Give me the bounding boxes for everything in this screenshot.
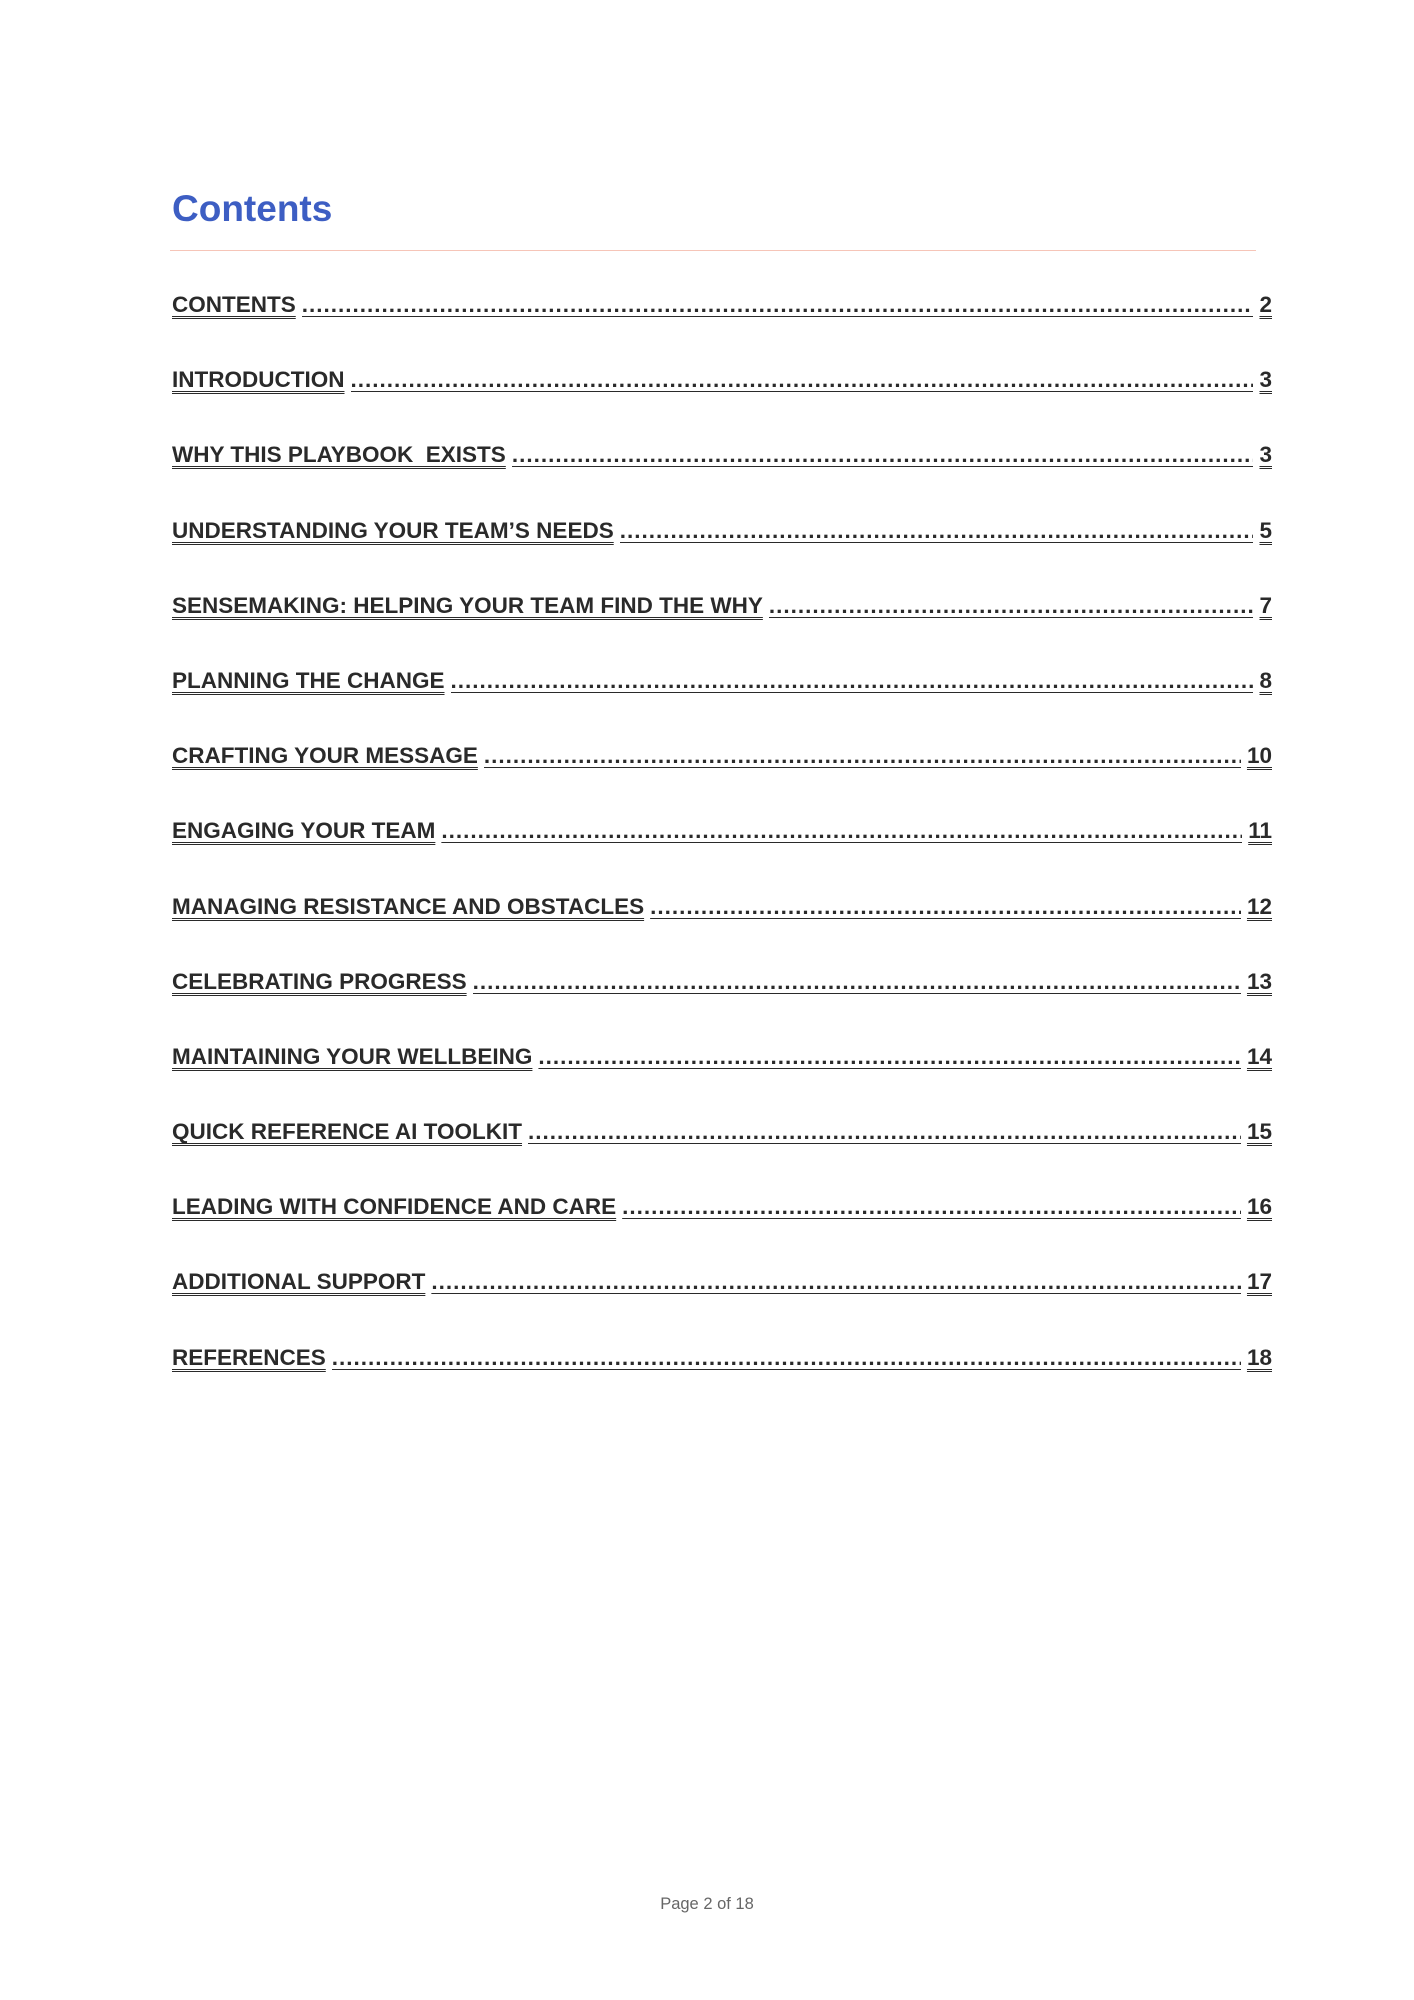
toc-dot-leader bbox=[622, 1194, 1241, 1220]
toc-entry-title: INTRODUCTION bbox=[172, 367, 345, 393]
page-footer: Page 2 of 18 bbox=[660, 1895, 754, 1913]
toc-entry-managing-resistance[interactable] bbox=[172, 894, 1272, 969]
toc-entry-leading-with-confidence[interactable] bbox=[172, 1194, 1272, 1269]
toc-entry-engaging-your-team[interactable] bbox=[172, 818, 1272, 893]
toc-entry-maintaining-your-wellbeing[interactable] bbox=[172, 1044, 1272, 1119]
heading-divider bbox=[170, 250, 1256, 251]
toc-entry-why-this-playbook-exists[interactable] bbox=[172, 442, 1272, 517]
toc-dot-leader bbox=[620, 518, 1254, 544]
toc-dot-leader bbox=[528, 1119, 1241, 1145]
toc-page-number: 16 bbox=[1246, 1194, 1272, 1220]
toc-entry-title: ADDITIONAL SUPPORT bbox=[172, 1269, 426, 1295]
toc-dot-leader bbox=[473, 969, 1241, 995]
toc-entry-additional-support[interactable] bbox=[172, 1269, 1272, 1344]
toc-page-number: 18 bbox=[1246, 1344, 1272, 1370]
toc-dot-leader bbox=[538, 1044, 1241, 1070]
toc-dot-leader bbox=[769, 593, 1254, 619]
toc-page-number: 3 bbox=[1259, 367, 1272, 393]
page-title: Contents bbox=[172, 188, 333, 229]
toc-entry-title: MAINTAINING YOUR WELLBEING bbox=[172, 1043, 533, 1069]
toc-entry-crafting-your-message[interactable] bbox=[172, 743, 1272, 818]
toc-entry-title: ENGAGING YOUR TEAM bbox=[172, 818, 436, 844]
toc-dot-leader bbox=[431, 1269, 1241, 1295]
toc-page-number: 3 bbox=[1259, 442, 1272, 468]
toc-entry-references[interactable] bbox=[172, 1345, 1272, 1420]
toc-page-number: 14 bbox=[1246, 1043, 1272, 1069]
toc-page-number: 2 bbox=[1259, 292, 1272, 317]
toc-entry-title: QUICK REFERENCE AI TOOLKIT bbox=[172, 1119, 523, 1145]
toc-entry-title: PLANNING THE CHANGE bbox=[172, 667, 445, 693]
toc-dot-leader bbox=[302, 292, 1254, 318]
toc-entry-title: CRAFTING YOUR MESSAGE bbox=[172, 743, 478, 769]
toc-page-number: 15 bbox=[1246, 1119, 1272, 1145]
toc-dot-leader bbox=[451, 668, 1254, 694]
toc-entry-title: LEADING WITH CONFIDENCE AND CARE bbox=[172, 1194, 617, 1220]
toc-entry-title: CELEBRATING PROGRESS bbox=[172, 968, 467, 994]
toc-entry-understanding-your-teams-needs[interactable] bbox=[172, 518, 1272, 593]
toc-page-number: 8 bbox=[1259, 667, 1272, 693]
toc-entry-contents[interactable] bbox=[172, 292, 1272, 367]
toc-page-number: 13 bbox=[1246, 968, 1272, 994]
toc-dot-leader bbox=[512, 442, 1254, 468]
toc-entry-title: MANAGING RESISTANCE AND OBSTACLES bbox=[172, 893, 645, 919]
toc-page-number: 11 bbox=[1248, 818, 1272, 844]
toc-dot-leader bbox=[441, 818, 1242, 844]
toc-page-number: 17 bbox=[1246, 1269, 1272, 1295]
toc-dot-leader bbox=[650, 894, 1241, 920]
toc-page-number: 12 bbox=[1246, 893, 1272, 919]
toc-entry-title: WHY THIS PLAYBOOK EXISTS bbox=[172, 442, 506, 468]
toc-dot-leader bbox=[484, 743, 1241, 769]
toc-entry-title: SENSEMAKING: HELPING YOUR TEAM FIND THE WHY bbox=[172, 592, 763, 618]
toc-entry-celebrating-progress[interactable] bbox=[172, 969, 1272, 1044]
toc-entry-sensemaking[interactable] bbox=[172, 593, 1272, 668]
toc-page-number: 5 bbox=[1259, 517, 1272, 543]
toc-entry-introduction[interactable] bbox=[172, 367, 1272, 442]
table-of-contents bbox=[172, 292, 1272, 1420]
toc-entry-title: REFERENCES bbox=[172, 1344, 326, 1370]
toc-entry-title: CONTENTS bbox=[172, 292, 296, 317]
toc-entry-quick-reference-ai-toolkit[interactable] bbox=[172, 1119, 1272, 1194]
toc-page-number: 7 bbox=[1259, 592, 1272, 618]
toc-page-number: 10 bbox=[1246, 743, 1272, 769]
toc-dot-leader bbox=[332, 1345, 1241, 1371]
toc-entry-title: UNDERSTANDING YOUR TEAM’S NEEDS bbox=[172, 517, 614, 543]
toc-entry-planning-the-change[interactable] bbox=[172, 668, 1272, 743]
toc-dot-leader bbox=[351, 367, 1254, 393]
